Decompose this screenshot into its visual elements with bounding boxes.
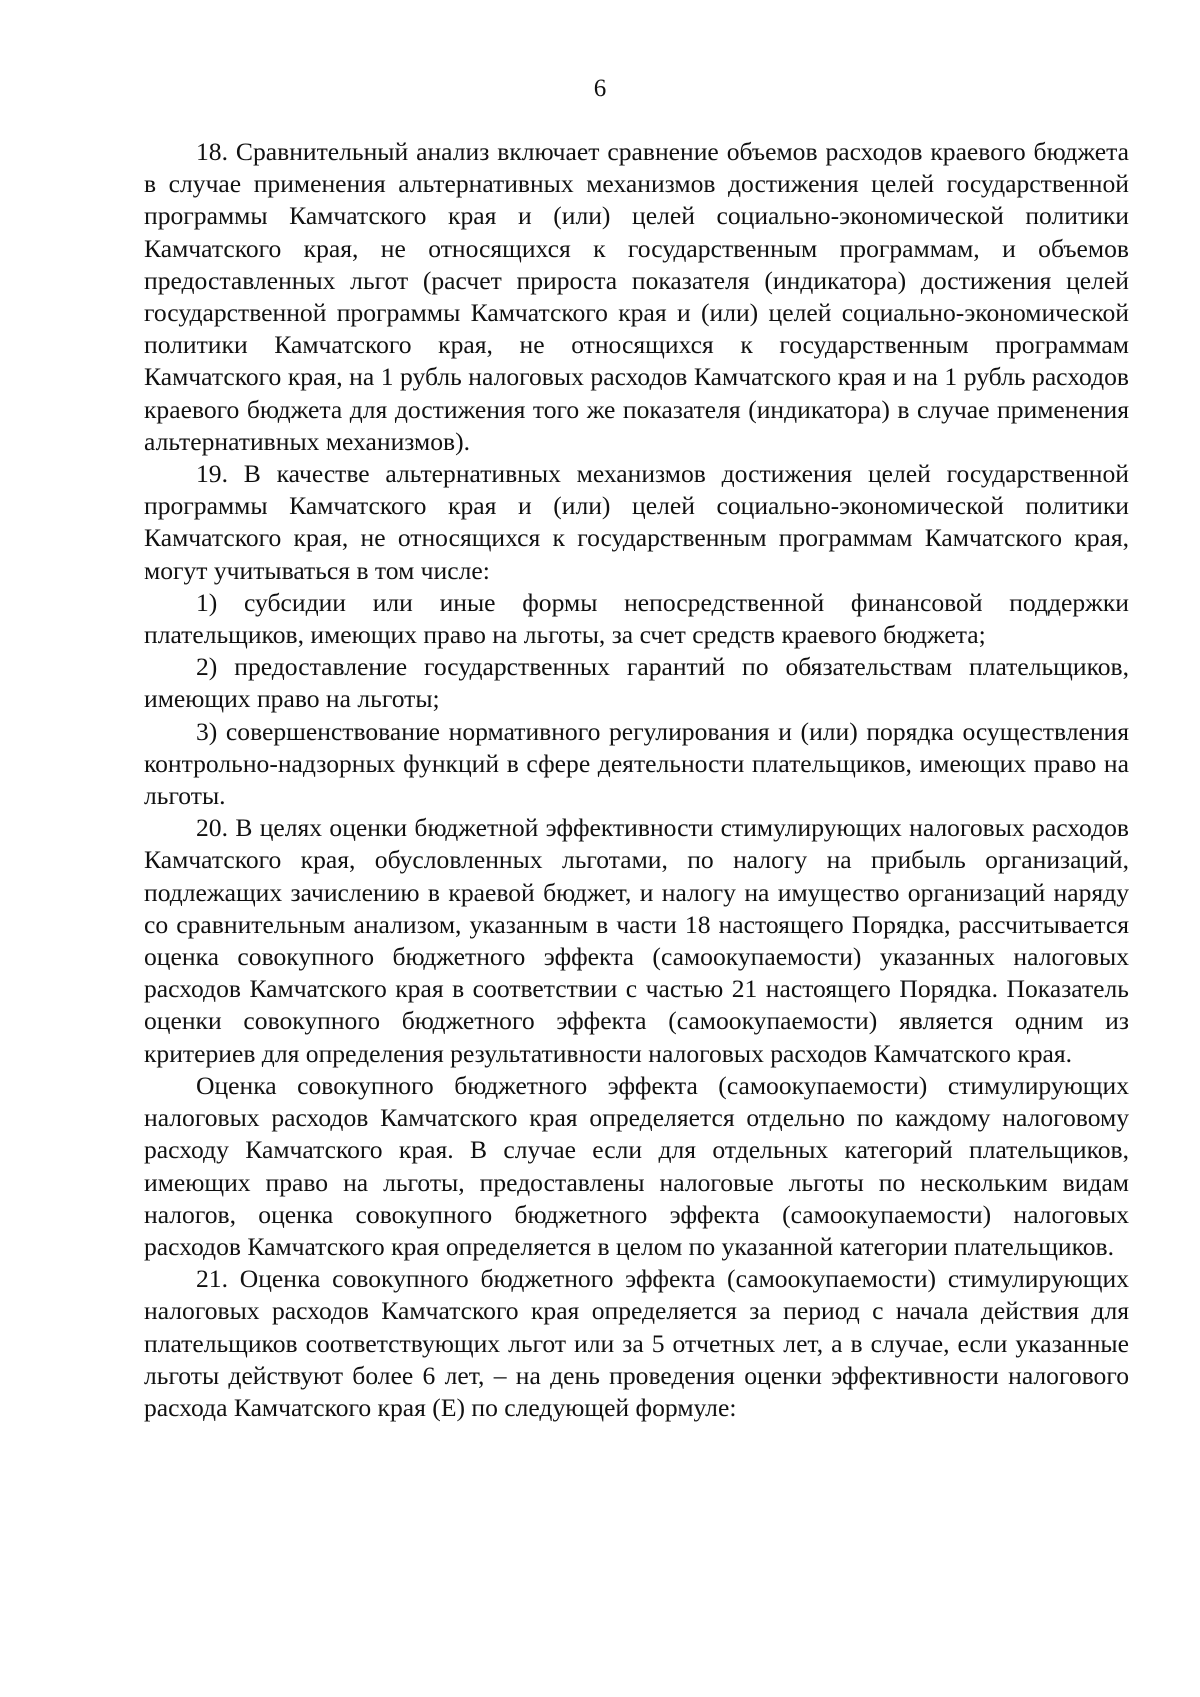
paragraph-18: 18. Сравнительный анализ включает сравнение объемов расходов краевого бюджета в случае применения альтернативных механизмов достижения целей государственной программы Камчатского края и (или) целей социально-экономической политики Камчатского края, не относящихся к государственным программам, и объемов предоставленных льгот (расчет прироста показателя (индикатора) достижения целей государственной программы Камчатского края и (или) целей социально-экономической политики Камчатского края, не относящихся к государственным программам Камчатского края, на 1 рубль налоговых расходов Камчатского края и на 1 рубль расходов краевого бюджета для достижения того же показателя (индикатора) в случае применения альтернативных механизмов). <box>144 137 1129 456</box>
paragraph-21: 21. Оценка совокупного бюджетного эффекта (самоокупаемости) стимулирующих налоговых расходов Камчатского края определяется за период с начала действия для плательщиков соответствующих льгот или за 5 отчетных лет, а в случае, если указанные льготы действуют более 6 лет, – на день проведения оценки эффективности налогового расхода Камчатского края (E) по следующей формуле: <box>144 1264 1129 1422</box>
page-number: 6 <box>593 75 607 102</box>
list-item-2: 2) предоставление государственных гарантий по обязательствам плательщиков, имеющих право на льготы; <box>144 652 1129 714</box>
list-item-1: 1) субсидии или иные формы непосредственной финансовой поддержки плательщиков, имеющих право на льготы, за счет средств краевого бюджета; <box>144 587 1129 650</box>
paragraph-20-continued: Оценка совокупного бюджетного эффекта (самоокупаемости) стимулирующих налоговых расходов Камчатского края определяется отдельно по каждому налоговому расходу Камчатского края. В случае если для отдельных категорий плательщиков, имеющих право на льготы, предоставлены налоговые льготы по нескольким видам налогов, оценка совокупного бюджетного эффекта (самоокупаемости) налоговых расходов Камчатского края определяется в целом по указанной категории плательщиков. <box>144 1070 1129 1261</box>
list-item-3: 3) совершенствование нормативного регулирования и (или) порядка осуществления контрольно-надзорных функций в сфере деятельности плательщиков, имеющих право на льготы. <box>144 716 1129 811</box>
document-body <box>144 136 1129 1424</box>
paragraph-20: 20. В целях оценки бюджетной эффективности стимулирующих налоговых расходов Камчатского края, обусловленных льготами, по налогу на прибыль организаций, подлежащих зачислению в краевой бюджет, и налогу на имущество организаций наряду со сравнительным анализом, указанным в части 18 настоящего Порядка, рассчитывается оценка совокупного бюджетного эффекта (самоокупаемости) указанных налоговых расходов Камчатского края в соответствии с частью 21 настоящего Порядка. Показатель оценки совокупного бюджетного эффекта (самоокупаемости) является одним из критериев для определения результативности налоговых расходов Камчатского края. <box>144 813 1129 1068</box>
paragraph-19: 19. В качестве альтернативных механизмов достижения целей государственной программы Камчатского края и (или) целей социально-экономической политики Камчатского края, не относящихся к государственным программам Камчатского края, могут учитываться в том числе: <box>144 459 1129 585</box>
